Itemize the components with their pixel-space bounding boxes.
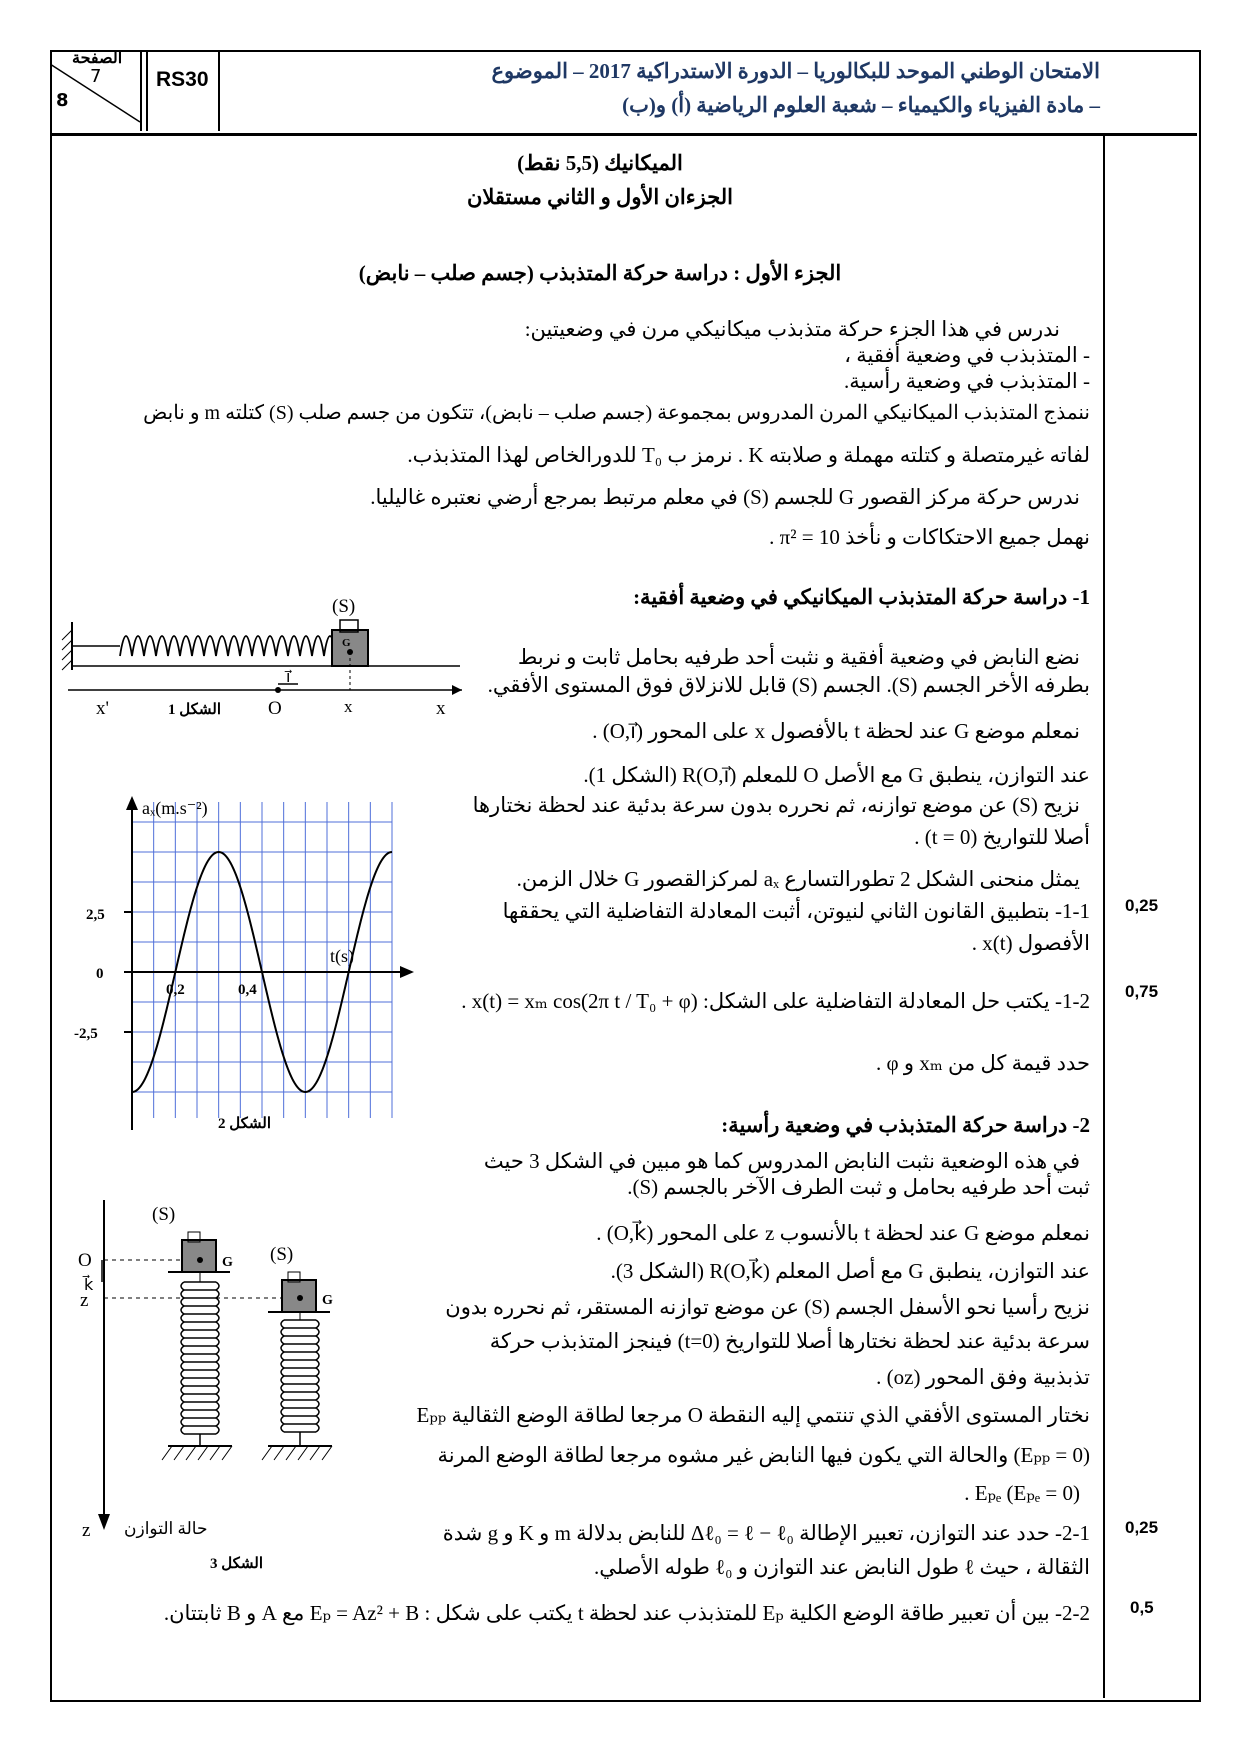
fig3-g-label-2: G [322, 1293, 333, 1308]
fig3-body-label-1: (S) [152, 1204, 176, 1225]
q2-title: 2- دراسة حركة المتذبذب في وضعية رأسية: [721, 1113, 1090, 1137]
q2-line9: (Eₚₚ = 0) والحالة التي يكون فيها النابض غير مشوه مرجعا لطاقة الوضع المرنة [437, 1443, 1090, 1467]
q2-line3: نمعلم موضع G عند لحظة t بالأنسوب z على المحور (O,k⃗) . [596, 1221, 1090, 1245]
q1-line3: نمعلم موضع G عند لحظة t بالأفصول x على المحور (O,i⃗) . [592, 719, 1080, 743]
q1-line1: نضع النابض في وضعية أفقية و نثبت أحد طرفيه بحامل ثابت و نربط [517, 645, 1080, 669]
chart-x-label: t(s) [330, 946, 354, 966]
fig1-body-label: (S) [332, 596, 356, 617]
q2-line2: ثبت أحد طرفيه بحامل و ثبت الطرف الآخر بالجسم (S). [627, 1175, 1090, 1199]
score-column-divider [1103, 133, 1105, 1698]
fig3-unit-vector-label: k⃗ [84, 1277, 94, 1294]
intro-p5: نهمل جميع الاحتكاكات و نأخذ π² = 10 . [769, 525, 1090, 549]
header [50, 50, 1197, 136]
chart-y-arrow [126, 796, 138, 810]
q2-line1: في هذه الوضعية نثبت النابض المدروس كما هو مبين في الشكل 3 حيث [483, 1149, 1080, 1173]
fig1-x-label: x [344, 697, 353, 716]
fig1-axis-label: x [436, 698, 446, 719]
chart-x-arrow [400, 966, 414, 978]
q1-line2: بطرفه الأخر الجسم (S). الجسم (S) قابل للانزلاق فوق المستوى الأفقي. [487, 673, 1090, 697]
page-number: 7 [90, 66, 102, 87]
fig1-unit-vector-label: i⃗ [286, 669, 291, 686]
q1-2-text: 1-2- يكتب حل المعادلة التفاضلية على الشكل: x(t) = xₘ cos(2π t / T₀ + φ) . [461, 989, 1090, 1013]
fig1-origin-label: O [268, 698, 282, 719]
chart-xtick-1: 0,4 [238, 982, 257, 998]
chart-ytick-1: 0 [96, 966, 104, 982]
chart-xtick-0: 0,2 [166, 982, 185, 998]
intro-bullet-2: - المتذبذب في وضعية رأسية. [843, 369, 1090, 393]
intro-p3: لفاته غيرمتصلة و كتلته مهملة و صلابته K . نرمز ب T₀ للدورالخاص لهذا المتذبذب. [407, 443, 1090, 467]
fig3-body-label-2: (S) [270, 1244, 294, 1265]
chart-ytick-2: -2,5 [74, 1026, 98, 1042]
page-counter [50, 50, 142, 131]
fig2-caption: الشكل 2 [218, 1116, 272, 1132]
q2-line8: نختار المستوى الأفقي الذي تنتمي إليه النقطة O مرجعا لطاقة الوضع الثقالية Eₚₚ [416, 1403, 1090, 1427]
exam-code: RS30 [156, 68, 209, 91]
fig3-origin-label: O [78, 1250, 92, 1271]
q2-line5: نزيح رأسيا نحو الأسفل الجسم (S) عن موضع توازنه المستقر، ثم نحرره بدون [445, 1295, 1090, 1319]
figure-1 [60, 590, 470, 730]
q2-2-text: 2-2- بين أن تعبير طاقة الوضع الكلية Eₚ للمتذبذب عند لحظة t يكتب على شكل : Eₚ = Az² + B مع A و B ثابتتان. [163, 1601, 1090, 1625]
fig1-g-label: G [342, 637, 351, 649]
fig3-z-label: z [80, 1290, 89, 1311]
chart-ytick-0: 2,5 [86, 907, 105, 923]
intro-p1: ندرس في هذا الجزء حركة متذبذب ميكانيكي مرن في وضعيتين: [524, 317, 1060, 341]
figure-2-chart [60, 790, 420, 1140]
score-q2-1: 0,25 [1125, 1518, 1159, 1537]
part1-title: الجزء الأول : دراسة حركة المتذبذب (جسم صلب – نابض) [358, 261, 842, 285]
fig3-caption: الشكل 3 [210, 1556, 264, 1572]
fig3-equilibrium-label: حالة التوازن [124, 1519, 208, 1538]
figure-3 [60, 1190, 360, 1590]
fig3-axis-label: z [82, 1520, 91, 1541]
q1-line4: عند التوازن، ينطبق G مع الأصل O للمعلم R(O,i⃗) (الشكل 1). [583, 763, 1090, 787]
fig3-g-label-1: G [222, 1255, 233, 1270]
q1-1-text: 1-1- بتطبيق القانون الثاني لنيوتن، أثبت المعادلة التفاضلية التي يحققها [502, 899, 1090, 923]
header-title-line1: الامتحان الوطني الموحد للبكالوريا – الدورة الاستدراكية 2017 – الموضوع [491, 59, 1100, 83]
section-subtitle: الجزءان الأول و الثاني مستقلان [466, 185, 734, 209]
q1-title: 1- دراسة حركة المتذبذب الميكانيكي في وضعية أفقية: [633, 585, 1090, 609]
score-q2-2: 0,5 [1130, 1598, 1154, 1617]
q2-1-text-b: الثقالة ، حيث ℓ طول النابض عند التوازن و ℓ₀ طوله الأصلي. [594, 1555, 1090, 1579]
q2-line4: عند التوازن، ينطبق G مع أصل المعلم R(O,k⃗) (الشكل 3). [610, 1259, 1090, 1283]
intro-p2: ننمذج المتذبذب الميكانيكي المرن المدروس بمجموعة (جسم صلب – نابض)، تتكون من جسم صلب (S) كتلته m و نابض [143, 402, 1090, 424]
intro-p4: ندرس حركة مركز القصور G للجسم (S) في معلم مرتبط بمرجع أرضي نعتبره غاليليا. [370, 485, 1080, 509]
q1-line7: يمثل منحنى الشكل 2 تطورالتسارع aₓ لمركزالقصور G خلال الزمن. [516, 867, 1080, 891]
q2-1-text: 2-1- حدد عند التوازن، تعبير الإطالة Δℓ₀ = ℓ − ℓ₀ للنابض بدلالة m و K و g شدة [442, 1521, 1090, 1545]
page-label: الصفحة [72, 50, 123, 67]
q2-line10: Eₚₑ (Eₚₑ = 0) . [964, 1481, 1080, 1505]
code-box [146, 50, 220, 131]
intro-bullet-1: - المتذبذب في وضعية أفقية ، [844, 343, 1090, 367]
header-title-line2: – مادة الفيزياء والكيمياء – شعبة العلوم الرياضية (أ) و(ب) [622, 93, 1100, 117]
q1-line5: نزيح (S) عن موضع توازنه، ثم نحرره بدون سرعة بدئية عند لحظة نختارها [472, 793, 1080, 817]
total-pages: 8 [56, 90, 69, 111]
score-q1-2: 0,75 [1125, 982, 1159, 1001]
q1-line6: أصلا للتواريخ (t = 0) . [914, 825, 1090, 849]
fig1-axis-prime-label: x' [96, 698, 109, 719]
q1-1-text-b: الأفصول x(t) . [971, 931, 1090, 955]
fig1-caption: الشكل 1 [168, 702, 222, 718]
q2-line7: تذبذبية وفق المحور (oz) . [876, 1365, 1090, 1389]
q1-2-text-b: حدد قيمة كل من xₘ و φ . [876, 1051, 1090, 1075]
chart-y-label: aₓ(m.s⁻²) [142, 798, 208, 818]
q2-line6: سرعة بدئية عند لحظة نختارها أصلا للتواريخ (t=0) فينجز المتذبذب حركة [489, 1329, 1090, 1353]
section-title: الميكانيك (5,5 نقط) [517, 151, 683, 175]
score-q1-1: 0,25 [1125, 896, 1159, 915]
